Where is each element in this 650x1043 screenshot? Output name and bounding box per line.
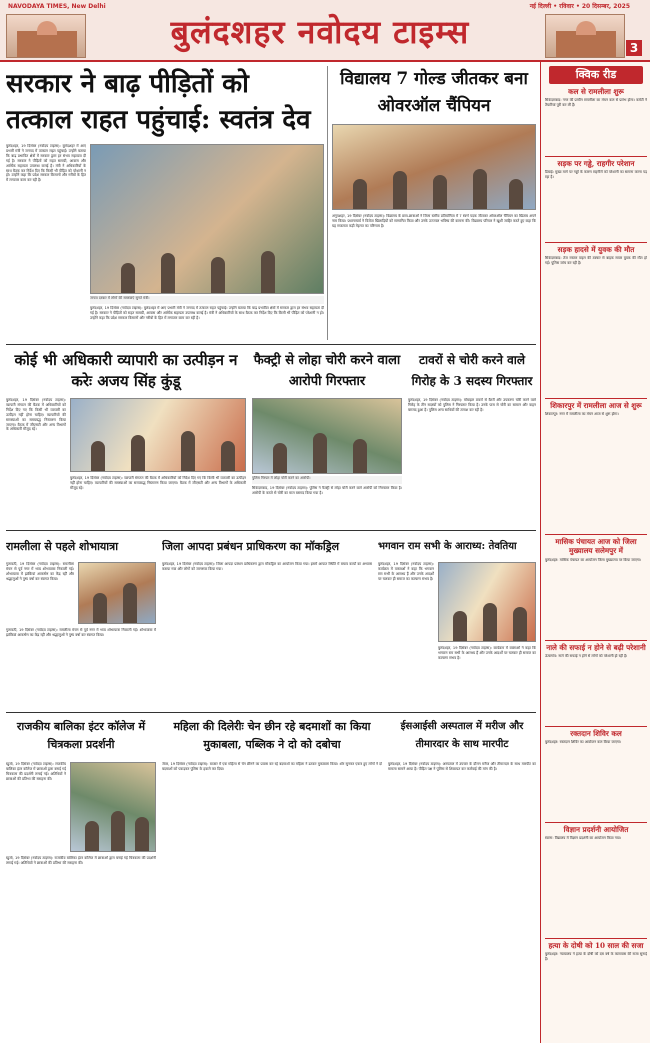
- sidebar-item-body: सिकंदराबाद: तेज रफ्तार वाहन की टक्कर से बाइक सवार युवक की मौत हो गई। पुलिस जांच कर रही है।: [545, 256, 647, 265]
- story6-body-continued: गुलावठी, 19 दिसंबर (नवोदय टाइम्स): रामलीला मंचन से पूर्व नगर में भव्य शोभायात्रा निकाली गई। शोभायात्रा में झांकियां आकर्षण का केंद्र रहीं और श्रद्धालुओं ने पुष्प वर्षा कर स्वागत किया।: [6, 628, 156, 637]
- story2-photo: [332, 124, 536, 210]
- story7-headline: जिला आपदा प्रबंधन प्राधिकरण का मॉकड्रिल: [162, 540, 340, 553]
- sidebar-separator: [545, 822, 647, 823]
- story1-headline: सरकार ने बाढ़ पीड़ितों को तत्काल राहत पहुंचाई: स्वतंत्र देव: [6, 69, 311, 135]
- newspaper-title: बुलंदशहर नवोदय टाइम्स: [170, 13, 470, 51]
- sidebar-item-body: ऊंचागांव: नाले की सफाई न होने से लोगों को परेशानी हो रही है।: [545, 654, 628, 658]
- sidebar-item-body: डिबाई: मुख्य मार्ग पर गड्ढों के कारण राहगीरों को परेशानी का सामना करना पड़ रहा है।: [545, 170, 647, 179]
- sidebar-item-headline: हत्या के दोषी को 10 साल की सजा: [548, 941, 644, 950]
- sidebar-item-headline: सड़क पर गड्ढे, राहगीर परेशान: [557, 159, 635, 168]
- masthead-photo-left: [6, 14, 86, 58]
- story3-body: बुलंदशहर, 19 दिसंबर (नवोदय टाइम्स): व्यापारी संगठन की बैठक में अधिकारियों को निर्देश दिए गए कि किसी भी व्यापारी का उत्पीड़न नहीं होना चाहिए। व्यापारियों की समस्याओं का समयबद्ध निस्तारण किया जाएगा। बैठक में जीएसटी और अन्य विभागों के अधिकारी मौजूद रहे।: [6, 398, 66, 432]
- story4-headline: फैक्ट्री से लोहा चोरी करने वाला आरोपी गिरफ्तार: [253, 353, 401, 389]
- story10-headline: महिला की दिलेरीः चेन छीन रहे बदमाशों का किया मुकाबला, पब्लिक ने दो को दबोचा: [173, 720, 371, 751]
- story4-body: सिकंदराबाद, 19 दिसंबर (नवोदय टाइम्स): पुलिस ने फैक्ट्री से लोहा चोरी करने वाले आरोपी को गिरफ्तार किया है। आरोपी के कब्जे से चोरी का माल बरामद किया गया है।: [252, 486, 402, 495]
- section-divider-3: [6, 712, 536, 713]
- sidebar-item-body: बुलंदशहर: रक्तदान शिविर का आयोजन कल किया जाएगा।: [545, 740, 622, 744]
- sidebar-separator: [545, 534, 647, 535]
- story5-body: बुलंदशहर, 19 दिसंबर (नवोदय टाइम्स): मोबाइल टावरों से बैटरी और उपकरण चोरी करने वाले गिरोह के तीन सदस्यों को पुलिस ने गिरफ्तार किया है। उनके पास से चोरी का सामान और वाहन बरामद हुआ है। पुलिस अन्य साथियों की तलाश कर रही है।: [408, 398, 536, 412]
- story8-body: बुलंदशहर, 19 दिसंबर (नवोदय टाइम्स): कार्यक्रम में वक्ताओं ने कहा कि भगवान राम सभी के आराध्य हैं और उनके आदर्शों पर चलकर ही समाज का कल्याण संभव है।: [378, 562, 434, 581]
- story1-body-continued: बुलंदशहर, 19 दिसंबर (नवोदय टाइम्स): बुलंदशहर में आए प्रभारी मंत्री ने जनपद में तत्काल राहत पहुंचाई। उन्होंने बताया कि बाढ़ प्रभावित क्षेत्रों में सरकार द्वारा हर संभव सहायता दी गई है। सरकार ने पीड़ितों को राहत सामग्री, आवास और आर्थिक सहायता उपलब्ध कराई है। मंत्री ने अधिकारियों के साथ बैठक कर निर्देश दिए कि किसी भी पीड़ित को परेशानी न हो। उन्होंने कहा कि प्रदेश सरकार किसानों और गरीबों के हित में लगातार काम कर रही है।: [90, 306, 324, 320]
- story2-body: अनूपशहर, 19 दिसंबर (नवोदय टाइम्स): विद्यालय के छात्र-छात्राओं ने जिला स्तरीय प्रतियोगिता में 7 स्वर्ण पदक जीतकर ओवरऑल चैंपियन का खिताब अपने नाम किया। प्रधानाचार्य ने विजेता खिलाड़ियों को सम्मानित किया और उनके उज्ज्वल भविष्य की कामना की। विद्यालय परिवार ने खुशी जाहिर करते हुए कहा कि यह सफलता कड़ी मेहनत का परिणाम है।: [332, 214, 536, 228]
- story11-body: बुलंदशहर, 19 दिसंबर (नवोदय टाइम्स): अस्पताल में उपचार के दौरान मरीज और तीमारदार के साथ मारपीट का मामला सामने आया है। पीड़ित पक्ष ने पुलिस से शिकायत कर कार्रवाई की मांग की है।: [388, 762, 536, 771]
- story1-photo-caption: जनता दरबार में लोगों की समस्याएं सुनते मंत्री।: [90, 296, 324, 304]
- story4-photo-caption: पुलिस गिरफ्त में लोहा चोरी करने का आरोपी।: [252, 476, 402, 484]
- story8-body-continued: बुलंदशहर, 19 दिसंबर (नवोदय टाइम्स): कार्यक्रम में वक्ताओं ने कहा कि भगवान राम सभी के आराध्य हैं और उनके आदर्शों पर चलकर ही समाज का कल्याण संभव है।: [438, 646, 536, 660]
- sidebar-item-headline: कल से रामलीला शुरू: [568, 87, 624, 96]
- sidebar-item-body: बुलंदशहर: न्यायालय ने हत्या के दोषी को दस वर्ष के कारावास की सजा सुनाई है।: [545, 952, 647, 961]
- sidebar-item-body: बुलंदशहर: मासिक पंचायत का आयोजन जिला मुख्यालय पर किया जाएगा।: [545, 558, 642, 562]
- story3-body-continued: बुलंदशहर, 19 दिसंबर (नवोदय टाइम्स): व्यापारी संगठन की बैठक में अधिकारियों को निर्देश दिए गए कि किसी भी व्यापारी का उत्पीड़न नहीं होना चाहिए। व्यापारियों की समस्याओं का समयबद्ध निस्तारण किया जाएगा। बैठक में जीएसटी और अन्य विभागों के अधिकारी मौजूद रहे।: [70, 476, 246, 490]
- sidebar-item-headline: शिकारपुर में रामलीला आज से शुरू: [550, 401, 642, 410]
- story6-photo: [78, 562, 156, 624]
- sidebar-item-headline: नाले की सफाई न होने से बढ़ी परेशानी: [546, 643, 646, 652]
- sidebar-separator: [545, 398, 647, 399]
- story6-body: गुलावठी, 19 दिसंबर (नवोदय टाइम्स): रामलीला मंचन से पूर्व नगर में भव्य शोभायात्रा निकाली गई। शोभायात्रा में झांकियां आकर्षण का केंद्र रहीं और श्रद्धालुओं ने पुष्प वर्षा कर स्वागत किया।: [6, 562, 74, 581]
- sidebar-separator: [545, 156, 647, 157]
- story8-headline: भगवान राम सभी के आराध्य: तेवतिया: [378, 541, 517, 552]
- date-line: नई दिल्ली • रविवार • 20 दिसम्बर, 2025: [529, 3, 630, 10]
- sidebar-separator: [545, 640, 647, 641]
- section-divider: [6, 344, 536, 345]
- masthead-photo-right: [545, 14, 625, 58]
- story1-photo: [90, 144, 324, 294]
- sidebar-item-body: स्याना: विद्यालय में विज्ञान प्रदर्शनी का आयोजन किया गया।: [545, 836, 622, 840]
- story8-photo: [438, 562, 536, 642]
- page-number: 3: [626, 40, 642, 56]
- story11-headline: ईसआईसी अस्पताल में मरीज और तीमारदार के साथ मारपीट: [400, 721, 524, 750]
- story3-headline: कोई भी अधिकारी व्यापारी का उत्पीड़न न करेः अजय सिंह कुंडू: [14, 351, 238, 390]
- sidebar-item-headline: सड़क हादसे में युवक की मौत: [557, 245, 635, 254]
- story1-body: बुलंदशहर, 19 दिसंबर (नवोदय टाइम्स): बुलंदशहर में आए प्रभारी मंत्री ने जनपद में तत्काल राहत पहुंचाई। उन्होंने बताया कि बाढ़ प्रभावित क्षेत्रों में सरकार द्वारा हर संभव सहायता दी गई है। सरकार ने पीड़ितों को राहत सामग्री, आवास और आर्थिक सहायता उपलब्ध कराई है। मंत्री ने अधिकारियों के साथ बैठक कर निर्देश दिए कि किसी भी पीड़ित को परेशानी न हो। उन्होंने कहा कि प्रदेश सरकार किसानों और गरीबों के हित में लगातार काम कर रही है।: [6, 144, 86, 183]
- quick-read-sidebar: [540, 62, 650, 1043]
- story3-photo: [70, 398, 246, 472]
- sidebar-separator: [545, 242, 647, 243]
- sidebar-item-headline: मासिक पंचायत आज को जिला मुख्यालय सलेमपुर में: [555, 537, 637, 555]
- story9-body: खुर्जा, 19 दिसंबर (नवोदय टाइम्स): राजकीय बालिका इंटर कॉलेज में छात्राओं द्वारा बनाई गई चित्रकला की प्रदर्शनी लगाई गई। अतिथियों ने छात्राओं की प्रतिभा की सराहना की।: [6, 762, 66, 781]
- sidebar-separator: [545, 726, 647, 727]
- story10-body: जेवर, 19 दिसंबर (नवोदय टाइम्स): बाजार में एक महिला से चेन छीनने का प्रयास कर रहे बदमाशों का महिला ने डटकर मुकाबला किया। शोर सुनकर एकत्र हुए लोगों ने दो बदमाशों को पकड़कर पुलिस के हवाले कर दिया।: [162, 762, 382, 771]
- sidebar-item-body: सिकंदराबाद: नगर की प्राचीन रामलीला का मंचन कल से प्रारंभ होगा। कमेटी ने तैयारियां पूरी कर ली हैं।: [545, 98, 647, 107]
- masthead: [0, 0, 650, 62]
- sidebar-separator: [545, 938, 647, 939]
- story6-headline: रामलीला से पहले शोभायात्रा: [6, 540, 119, 553]
- sidebar-item-headline: विज्ञान प्रदर्शनी आयोजित: [563, 825, 629, 834]
- story9-photo: [70, 762, 156, 852]
- story9-headline: राजकीय बालिका इंटर कॉलेज में चित्रकला प्रदर्शनी: [16, 720, 146, 751]
- story9-body-continued: खुर्जा, 19 दिसंबर (नवोदय टाइम्स): राजकीय बालिका इंटर कॉलेज में छात्राओं द्वारा बनाई गई चित्रकला की प्रदर्शनी लगाई गई। अतिथियों ने छात्राओं की प्रतिभा की सराहना की।: [6, 856, 156, 865]
- quick-read-title: क्विक रीड: [549, 66, 643, 84]
- edition-label: NAVODAYA TIMES, New Delhi: [8, 3, 106, 10]
- sidebar-item-body: शिकारपुर: नगर में रामलीला का मंचन आज से शुरू होगा।: [545, 412, 619, 416]
- sidebar-item-headline: रक्तदान शिविर कल: [570, 729, 622, 738]
- section-divider-2: [6, 530, 536, 531]
- story7-body: बुलंदशहर, 19 दिसंबर (नवोदय टाइम्स): जिला आपदा प्रबंधन प्राधिकरण द्वारा मॉकड्रिल का आयोजन किया गया। इसमें आपात स्थिति में बचाव कार्यों का अभ्यास कराया गया और लोगों को जागरूक किया गया।: [162, 562, 372, 571]
- story5-headline: टावरों से चोरी करने वाले गिरोह के 3 सदस्य गिरफ्तार: [411, 353, 533, 388]
- column-divider: [327, 66, 328, 340]
- story4-photo: [252, 398, 402, 474]
- story2-headline: विद्यालय 7 गोल्ड जीतकर बना ओवरऑल चैंपियन: [340, 69, 528, 116]
